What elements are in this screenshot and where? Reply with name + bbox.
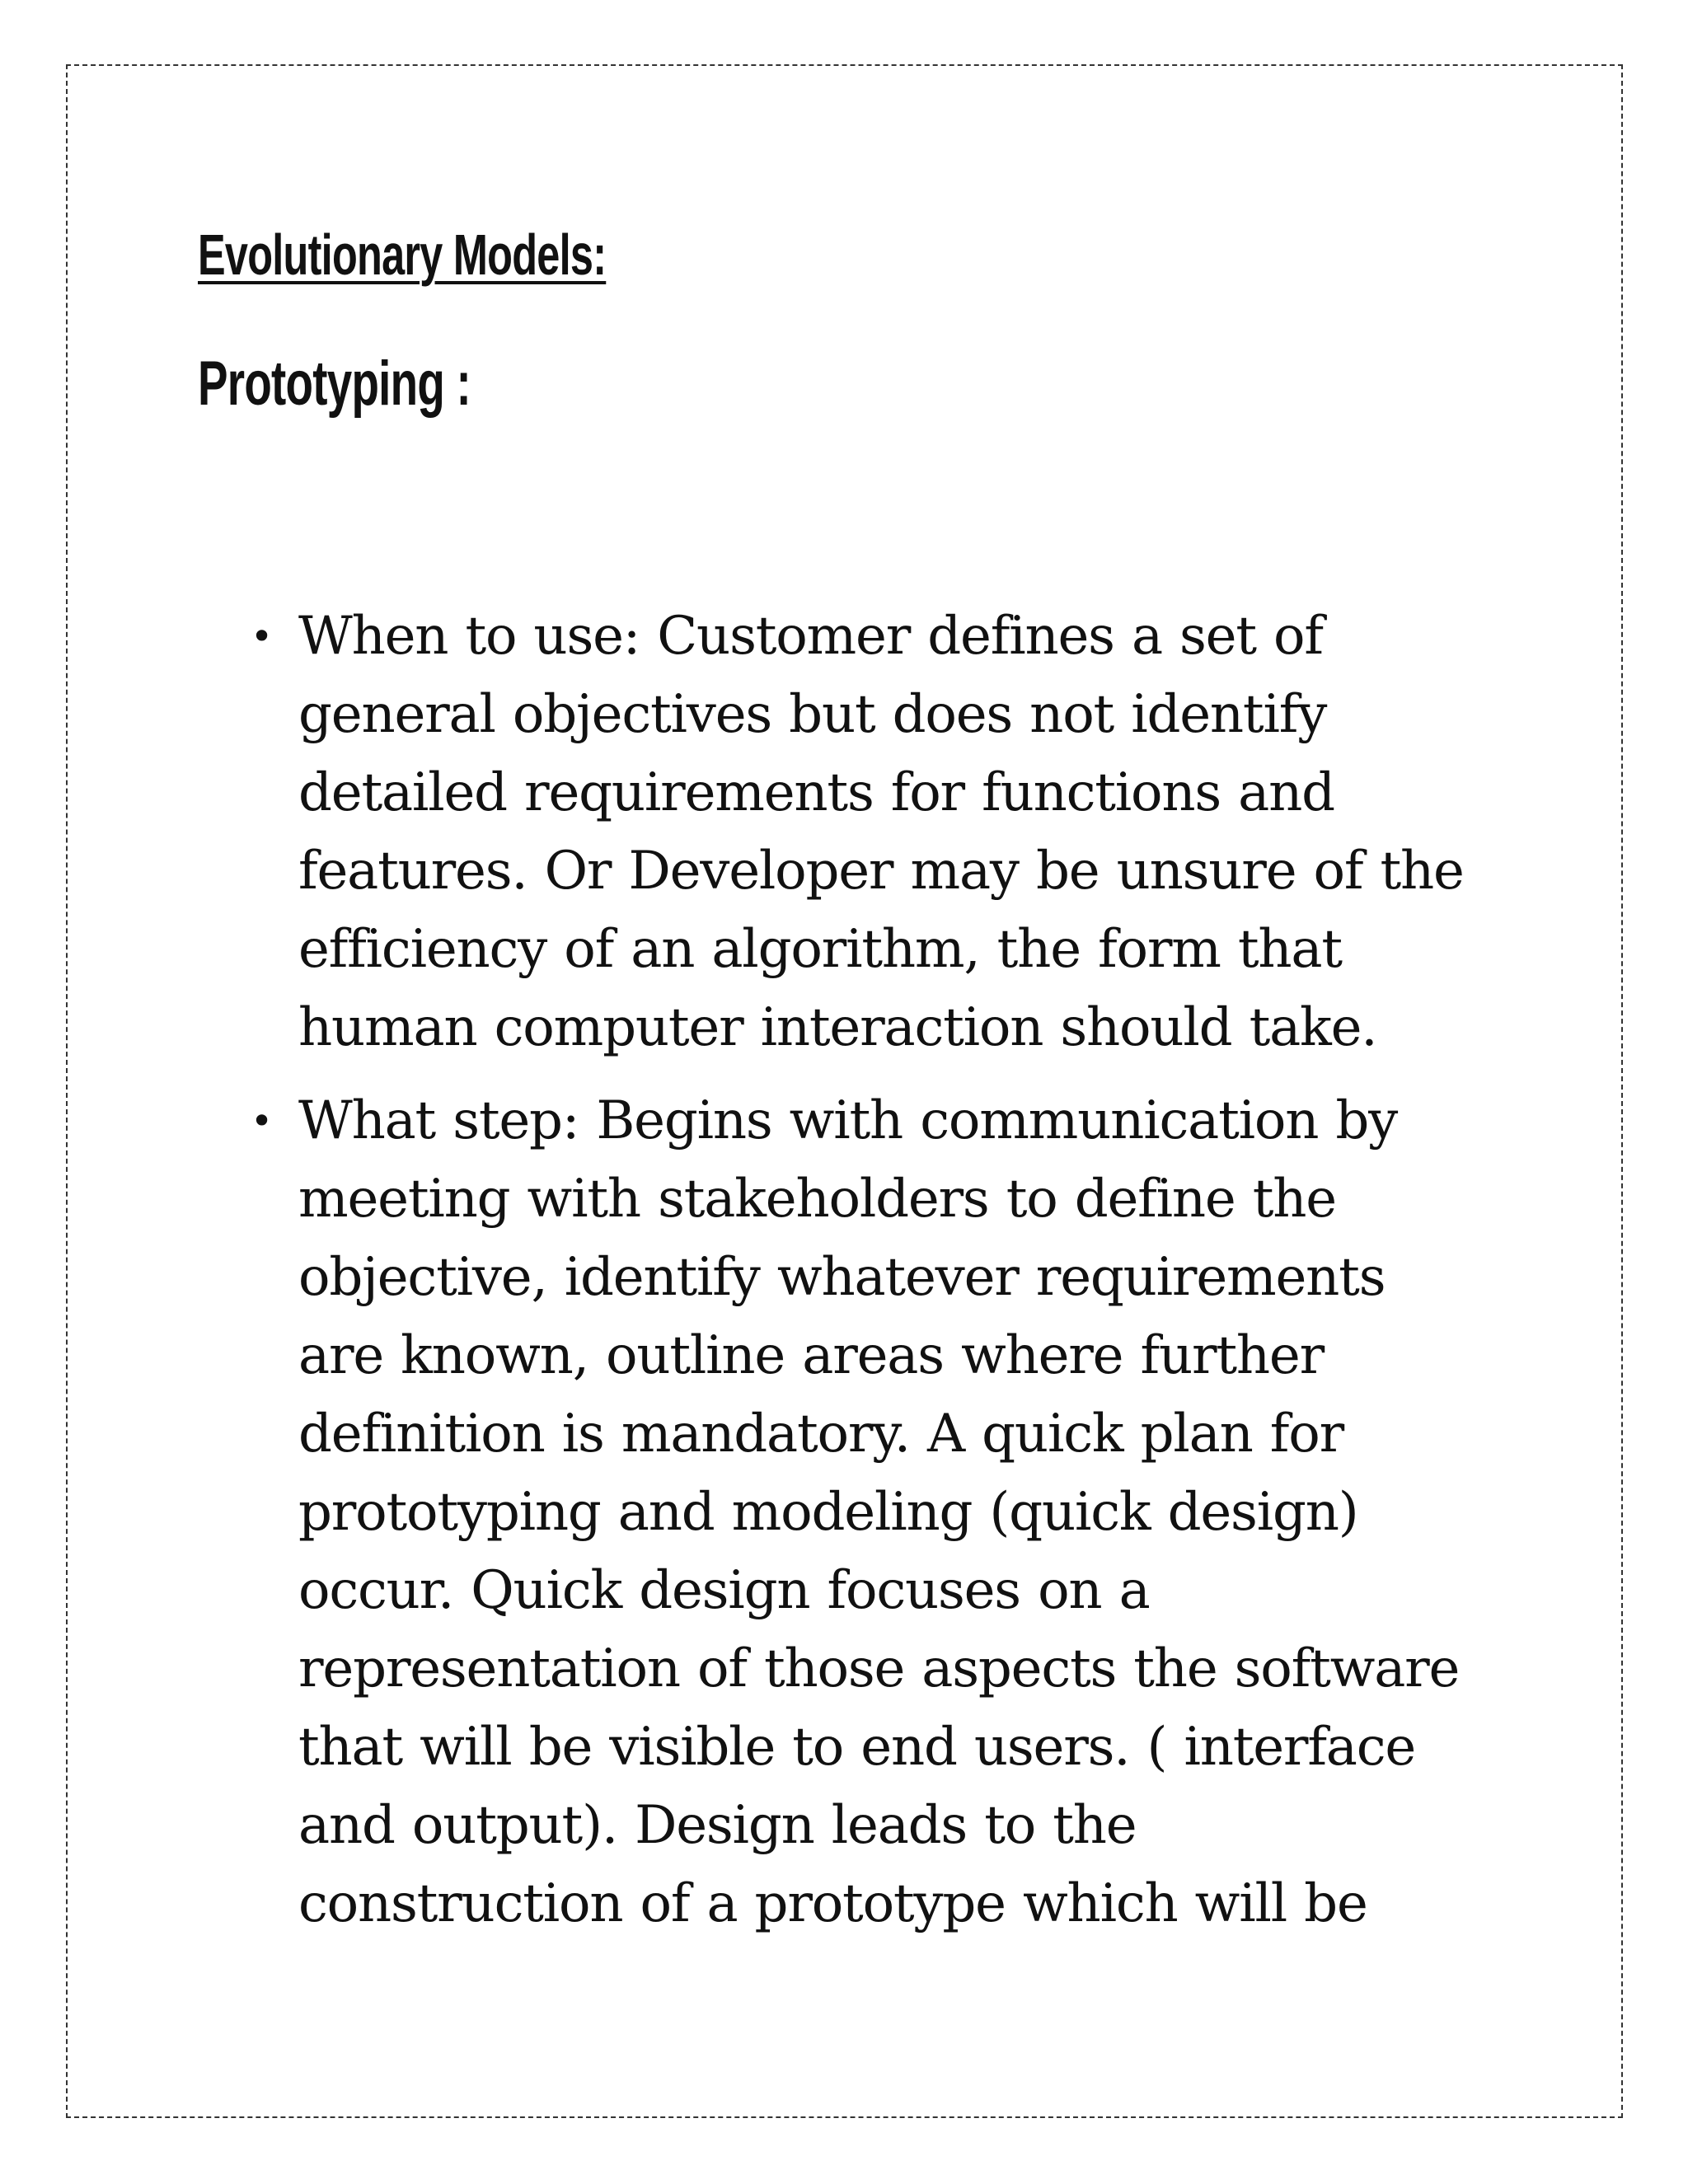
text-line: construction of a prototype which will be xyxy=(298,1873,1367,1934)
text-line: that will be visible to end users. ( interface xyxy=(298,1717,1416,1778)
bullet-icon: • xyxy=(251,1099,272,1143)
text-line: human computer interaction should take. xyxy=(298,997,1377,1058)
text-line: definition is mandatory. A quick plan for xyxy=(298,1404,1343,1465)
text-line: When to use: Customer defines a set of xyxy=(298,606,1323,667)
text-line: and output). Design leads to the xyxy=(298,1795,1137,1856)
list-item xyxy=(247,598,1517,1067)
text-line: meeting with stakeholders to define the xyxy=(298,1169,1336,1230)
text-line: features. Or Developer may be unsure of the xyxy=(298,841,1464,902)
text-line: are known, outline areas where further xyxy=(298,1325,1324,1386)
section-heading: Evolutionary Models: xyxy=(198,223,607,287)
text-line: prototyping and modeling (quick design) xyxy=(298,1482,1358,1543)
bullet-icon: • xyxy=(251,614,272,658)
text-line: representation of those aspects the software xyxy=(298,1638,1460,1699)
text-line: general objectives but does not identify xyxy=(298,684,1327,745)
bullet-list xyxy=(247,598,1517,1958)
subsection-heading: Prototyping : xyxy=(198,349,471,419)
text-line: What step: Begins with communication by xyxy=(298,1090,1398,1151)
list-item xyxy=(247,1082,1517,1943)
text-line: occur. Quick design focuses on a xyxy=(298,1560,1150,1621)
text-line: detailed requirements for functions and xyxy=(298,762,1334,823)
text-line: efficiency of an algorithm, the form that xyxy=(298,919,1342,980)
text-line: objective, identify whatever requirements xyxy=(298,1247,1386,1308)
